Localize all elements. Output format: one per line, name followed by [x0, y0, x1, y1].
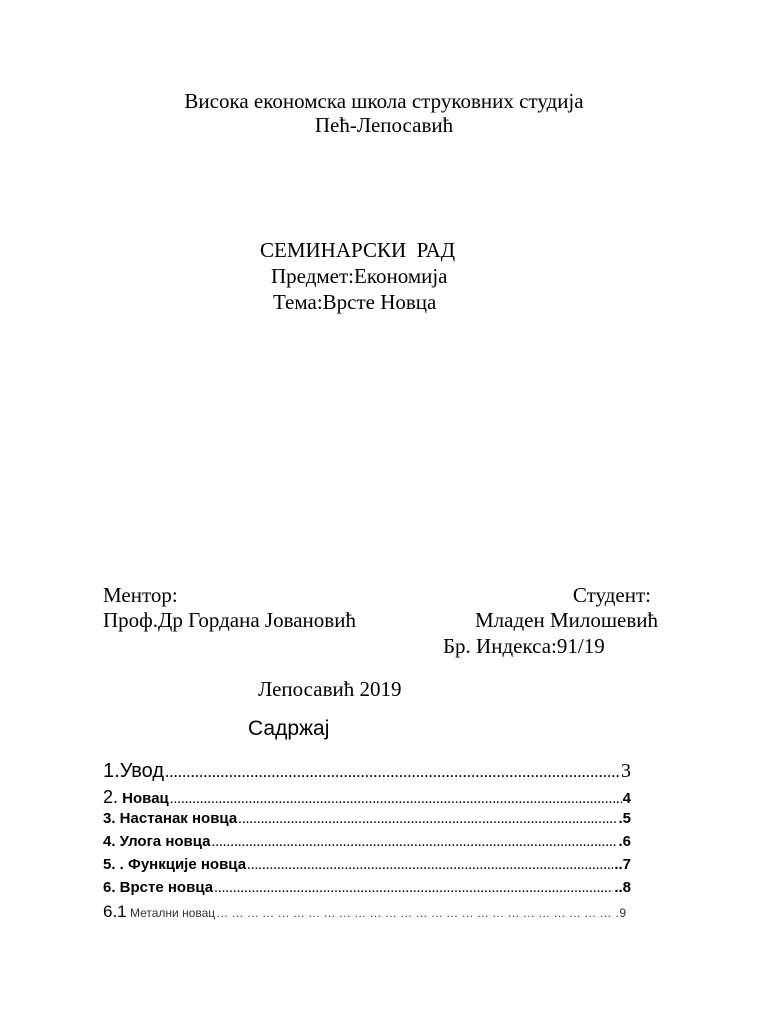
student-name: Младен Милошевић [474, 608, 658, 632]
toc-entry-page: 9 [619, 906, 626, 920]
toc-leader-dots [212, 834, 618, 851]
toc-entry-number: 6.1 [103, 902, 127, 921]
toc-leader-dots [247, 857, 613, 874]
toc-entry-number: 1. [103, 760, 120, 782]
mentor-label: Ментор: [103, 583, 178, 607]
toc-leader-dots [214, 880, 613, 897]
toc-leader-dots [170, 791, 622, 808]
place-year: Лепосавић 2019 [258, 677, 402, 701]
toc-leader-dots [238, 811, 617, 828]
toc-leader-dots [216, 906, 618, 920]
toc-entry-number: 4. [103, 833, 116, 850]
toc-entry-label: Настанак новца [115, 810, 238, 827]
toc-entry [103, 856, 631, 874]
subject-line: Предмет:Економија [271, 264, 448, 288]
toc-entry-label: Врсте новца [115, 879, 214, 896]
mentor-name: Проф.Др Гордана Јовановић [103, 608, 356, 632]
toc-entry-page: ..7 [614, 856, 631, 873]
toc-entry-label: Улога новца [115, 833, 211, 850]
toc-entry-label: Увод [119, 760, 165, 782]
school-name-line2: Пећ-Лепосавић [314, 113, 454, 137]
toc-entry-page: 4 [622, 790, 631, 807]
toc-entry [103, 902, 626, 922]
toc-entry-page: ..8 [614, 879, 631, 896]
toc-entry-label: . Функције новца [115, 856, 247, 873]
toc-entry-page: .5 [618, 810, 631, 827]
toc-entry-number: 3. [103, 810, 116, 827]
toc-entry [103, 787, 631, 808]
toc-entry-page: 3 [621, 760, 631, 782]
toc-entry [103, 879, 631, 897]
student-index: Бр. Индекса:91/19 [443, 634, 605, 658]
toc-entry-page: .6 [618, 833, 631, 850]
toc-entry-number: 6. [103, 879, 116, 896]
toc-entry-label: Метални новац [126, 906, 216, 920]
toc-entry [103, 833, 631, 851]
toc-entry [103, 760, 631, 783]
school-name-line1: Висока економска школа струковних студија [184, 89, 584, 113]
document-type-heading: СЕМИНАРСКИ РАД [260, 238, 456, 262]
topic-line: Тема:Врсте Новца [273, 290, 437, 314]
toc-title: Садржај [248, 717, 330, 740]
toc-entry-number: 2. [103, 787, 119, 807]
student-label: Студент: [572, 583, 651, 607]
toc-entry-number: 5. [103, 856, 116, 873]
toc-entry [103, 810, 631, 828]
toc-leader-dots [165, 762, 620, 782]
toc-entry-label: Новац [118, 790, 169, 807]
